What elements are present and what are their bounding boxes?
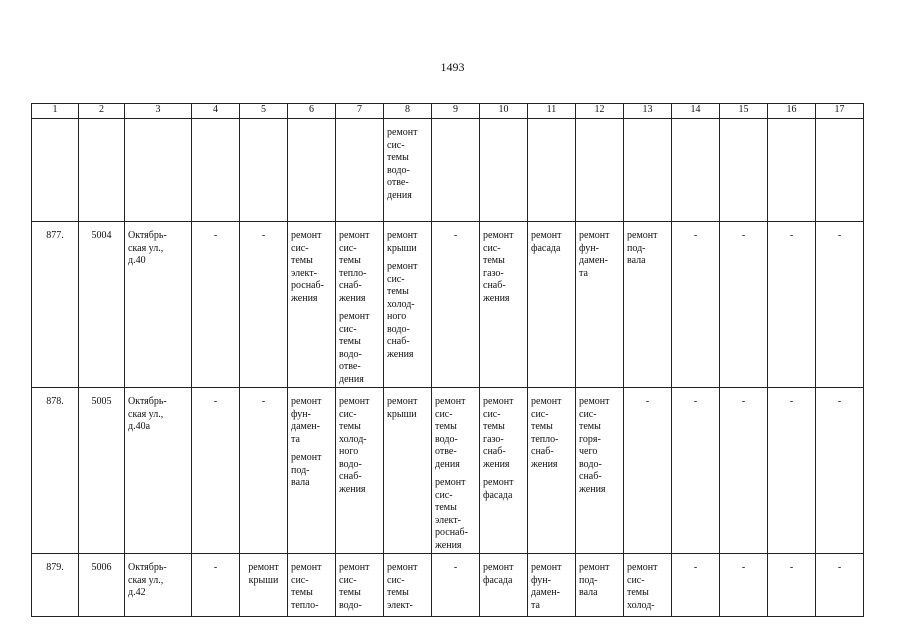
cell-text: ремонт фун- дамен- та	[531, 562, 562, 611]
table-row	[32, 222, 864, 388]
table-cell	[816, 388, 864, 554]
table-cell	[384, 554, 432, 617]
table-cell	[32, 554, 79, 617]
cell-text: ремонт сис- темы элект- роснаб- жения	[435, 477, 468, 551]
cell-text: -	[261, 396, 266, 407]
table-cell	[768, 222, 816, 388]
cell-text: -	[789, 562, 794, 573]
table-cell	[32, 119, 79, 222]
column-header: 15	[720, 104, 768, 119]
cell-text: -	[453, 230, 458, 241]
table-cell	[192, 554, 240, 617]
table-cell	[79, 222, 125, 388]
cell-text: ремонт под- вала	[627, 230, 658, 266]
cell-text: -	[261, 230, 266, 241]
table-cell	[480, 119, 528, 222]
table-cell	[624, 554, 672, 617]
cell-text: ремонт фун- дамен- та	[291, 396, 322, 445]
cell-text: ремонт сис- темы газо- снаб- жения	[483, 230, 514, 304]
cell-text: -	[741, 396, 746, 407]
table-cell	[624, 388, 672, 554]
table-cell	[79, 554, 125, 617]
cell-text: 879.	[46, 562, 64, 573]
table-cell	[32, 222, 79, 388]
cell-text: ремонт сис- темы холод-	[627, 562, 658, 611]
table-cell	[576, 222, 624, 388]
table-cell	[816, 554, 864, 617]
table-cell	[768, 388, 816, 554]
column-header: 7	[336, 104, 384, 119]
column-header: 9	[432, 104, 480, 119]
table-cell	[768, 554, 816, 617]
table-cell	[192, 388, 240, 554]
table-cell	[528, 119, 576, 222]
table-cell	[720, 119, 768, 222]
cell-text: Октябрь- ская ул., д.40а	[128, 396, 167, 432]
table-cell	[288, 222, 336, 388]
column-header: 1	[32, 104, 79, 119]
cell-text: -	[741, 230, 746, 241]
cell-text: -	[693, 396, 698, 407]
cell-text: ремонт сис- темы тепло- снаб- жения	[339, 230, 370, 304]
cell-text: 878.	[46, 396, 64, 407]
cell-text: ремонт сис- темы тепло-	[291, 562, 322, 611]
table-cell	[125, 222, 192, 388]
table-row	[32, 388, 864, 554]
cell-text: ремонт под- вала	[579, 562, 610, 598]
table-cell	[576, 388, 624, 554]
table-cell	[624, 222, 672, 388]
cell-text: ремонт сис- темы горя- чего водо- снаб- жения	[579, 396, 610, 495]
cell-text: Октябрь- ская ул., д.42	[128, 562, 167, 598]
column-header: 6	[288, 104, 336, 119]
cell-text: -	[213, 396, 218, 407]
page-number: 1493	[440, 60, 465, 74]
table-cell	[528, 554, 576, 617]
table-cell	[480, 388, 528, 554]
column-header: 13	[624, 104, 672, 119]
table-cell	[240, 554, 288, 617]
table-cell	[768, 119, 816, 222]
cell-text: -	[837, 562, 842, 573]
table-cell	[240, 222, 288, 388]
column-header: 3	[125, 104, 192, 119]
cell-text: ремонт фасада	[483, 477, 514, 501]
cell-text: ремонт сис- темы тепло- снаб- жения	[531, 396, 562, 470]
table-cell	[576, 554, 624, 617]
cell-text: ремонт сис- темы водо-	[339, 562, 370, 611]
table-cell	[480, 222, 528, 388]
table-cell	[672, 119, 720, 222]
table-cell	[288, 554, 336, 617]
cell-text: -	[645, 396, 650, 407]
cell-text: -	[213, 562, 218, 573]
table-cell	[288, 119, 336, 222]
table-cell	[432, 554, 480, 617]
table-cell	[192, 119, 240, 222]
cell-text: ремонт сис- темы водо- отве- дения	[387, 127, 418, 201]
table-cell	[528, 222, 576, 388]
column-header: 11	[528, 104, 576, 119]
cell-text: -	[453, 562, 458, 573]
table-cell	[192, 222, 240, 388]
table-cell	[240, 388, 288, 554]
table-cell	[816, 119, 864, 222]
cell-text: ремонт сис- темы холод- ного водо- снаб- жения	[339, 396, 370, 495]
table-cell	[432, 119, 480, 222]
table-cell	[125, 554, 192, 617]
table-cell	[288, 388, 336, 554]
table-row	[32, 119, 864, 222]
table-cell	[336, 554, 384, 617]
repair-schedule-table	[31, 103, 864, 617]
table-cell	[672, 554, 720, 617]
column-header: 14	[672, 104, 720, 119]
cell-text: ремонт сис- темы водо- отве- дения	[435, 396, 466, 470]
table-cell	[720, 554, 768, 617]
column-header: 4	[192, 104, 240, 119]
column-header: 8	[384, 104, 432, 119]
cell-text: ремонт сис- темы водо- отве- дения	[339, 311, 370, 385]
table-cell	[624, 119, 672, 222]
column-number-row	[32, 104, 864, 119]
cell-text: ремонт фун- дамен- та	[579, 230, 610, 279]
table-cell	[432, 222, 480, 388]
cell-text: ремонт сис- темы элект- роснаб- жения	[291, 230, 324, 304]
cell-text: -	[789, 396, 794, 407]
cell-text: ремонт фасада	[531, 230, 562, 254]
cell-text: 877.	[46, 230, 64, 241]
table-cell	[480, 554, 528, 617]
table-cell	[79, 119, 125, 222]
column-header: 17	[816, 104, 864, 119]
cell-text: ремонт крыши	[248, 562, 279, 586]
column-header: 10	[480, 104, 528, 119]
table-cell	[32, 388, 79, 554]
table-cell	[672, 222, 720, 388]
cell-text: ремонт сис- темы элект-	[387, 562, 418, 611]
cell-text: -	[837, 230, 842, 241]
cell-text: -	[693, 230, 698, 241]
table-cell	[384, 388, 432, 554]
table-cell	[720, 388, 768, 554]
cell-text: -	[693, 562, 698, 573]
table-cell	[720, 222, 768, 388]
cell-text: 5004	[91, 230, 112, 241]
table-cell	[79, 388, 125, 554]
table-cell	[384, 119, 432, 222]
table-cell	[125, 119, 192, 222]
cell-text: ремонт крыши	[387, 230, 418, 254]
cell-text: Октябрь- ская ул., д.40	[128, 230, 167, 266]
column-header: 2	[79, 104, 125, 119]
table-row	[32, 554, 864, 617]
table-cell	[336, 119, 384, 222]
table-cell	[336, 388, 384, 554]
cell-text: ремонт сис- темы холод- ного водо- снаб- жения	[387, 261, 418, 360]
table-cell	[672, 388, 720, 554]
cell-text: -	[213, 230, 218, 241]
cell-text: ремонт фасада	[483, 562, 514, 586]
table-cell	[384, 222, 432, 388]
cell-text: -	[837, 396, 842, 407]
cell-text: -	[741, 562, 746, 573]
table-cell	[125, 388, 192, 554]
cell-text: -	[789, 230, 794, 241]
cell-text: 5005	[91, 396, 112, 407]
cell-text: 5006	[91, 562, 112, 573]
cell-text: ремонт под- вала	[291, 452, 322, 488]
column-header: 16	[768, 104, 816, 119]
column-header: 12	[576, 104, 624, 119]
table-cell	[240, 119, 288, 222]
table-cell	[432, 388, 480, 554]
table-cell	[336, 222, 384, 388]
column-header: 5	[240, 104, 288, 119]
table-cell	[576, 119, 624, 222]
table-cell	[528, 388, 576, 554]
cell-text: ремонт сис- темы газо- снаб- жения	[483, 396, 514, 470]
cell-text: ремонт крыши	[387, 396, 418, 420]
table-cell	[816, 222, 864, 388]
